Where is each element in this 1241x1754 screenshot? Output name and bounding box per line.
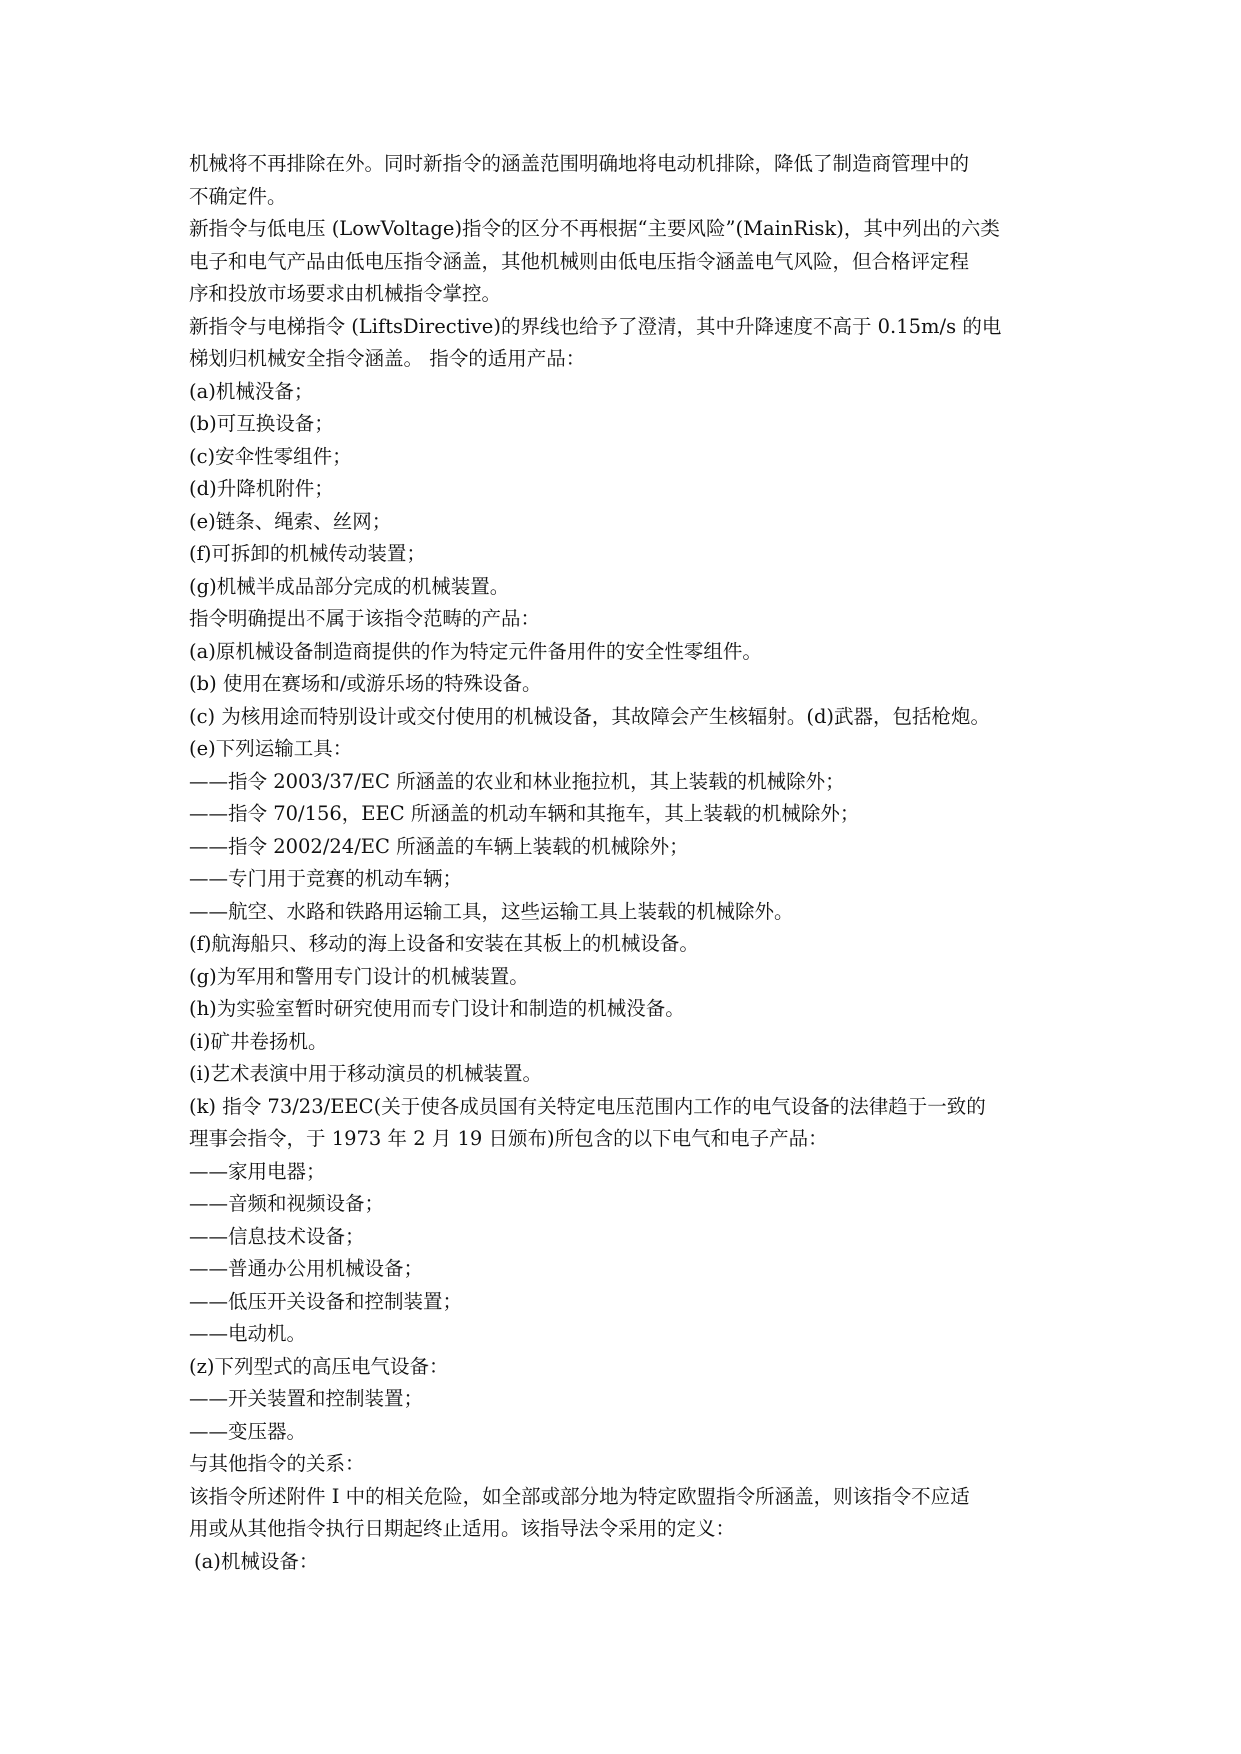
list-item: (i)矿井卷扬机。 [189,1029,328,1053]
list-item: (e)下列运输工具： [189,737,353,760]
dash-item: ——普通办公用机械设备； [189,1257,424,1280]
list-item: (a)原机械设备制造商提供的作为特定元件备用件的安全性零组件。 [189,639,762,663]
list-item: (a)机械没备； [189,379,314,403]
text-line: 电子和电气产品由低电压指令涵盖，其他机械则由低电压指令涵盖电气风险，但合格评定程 [189,249,970,273]
text-line: 理事会指令，于 1973 年 2 月 19 日颁布)所包含的以下电气和电子产品： [189,1127,828,1150]
text-line: 该指令所述附件 I 中的相关危险，如全部或部分地为特定欧盟指令所涵盖，则该指令不应适 [189,1484,970,1508]
document-page [189,148,1059,1578]
list-item: (i)艺术表演中用于移动演员的机械装置。 [189,1062,542,1085]
list-item: (e)链条、绳索、丝网； [189,509,392,533]
dash-item: ——指令 2002/24/EC 所涵盖的车辆上装载的机械除外； [189,834,689,858]
list-item: (b)可互换设备； [189,412,334,435]
dash-item: ——低压开关设备和控制装置； [189,1289,463,1313]
list-item: (k) 指令 73/23/EEC(关于使各成员国有关特定电压范围内工作的电气设备的法律趋于一致的 [189,1094,986,1118]
dash-item: ——变压器。 [189,1419,307,1443]
list-item: (b) 使用在赛场和/或游乐场的特殊设备。 [189,672,542,695]
text-line: 新指令与电梯指令 (LiftsDirective)的界线也给予了澄清，其中升降速度不高于 0.15m/s 的电 [189,314,1002,338]
dash-item: ——指令 2003/37/EC 所涵盖的农业和林业拖拉机，其上装载的机械除外； [189,769,845,793]
list-item: (h)为实验室暂时研究使用而专门设计和制造的机械没备。 [189,997,685,1020]
dash-item: ——电动机。 [189,1322,307,1345]
list-item: (g)为军用和警用专门设计的机械装置。 [189,964,529,988]
dash-item: ——航空、水路和铁路用运输工具，这些运输工具上装载的机械除外。 [189,899,794,923]
text-line: 新指令与低电压 (LowVoltage)指令的区分不再根据“主要风险”(MainRisk)，其中列出的六类 [189,217,1000,240]
text-line: 机械将不再排除在外。同时新指令的涵盖范围明确地将电动机排除，降低了制造商管理中的 [189,152,970,175]
list-item: (c)安伞性零组件； [189,444,352,468]
list-item: (d)升降机附件； [189,477,334,500]
dash-item: ——音频和视频设备； [189,1192,385,1215]
text-line: 指令明确提出不属于该指令范畴的产品： [189,607,541,630]
dash-item: ——指令 70/156，EEC 所涵盖的机动车辆和其拖车，其上装载的机械除外； [189,802,860,825]
list-item: (f)航海船只、移动的海上设备和安装在其板上的机械设备。 [189,932,699,955]
dash-item: ——专门用于竞赛的机动车辆； [189,867,463,890]
list-item: (f)可拆卸的机械传动装置； [189,542,426,565]
list-item: (a)机械设备： [194,1549,319,1573]
text-line: 与其他指令的关系： [189,1452,365,1475]
text-line: 用或从其他指令执行日期起终止适用。该指导法令采用的定义： [189,1517,736,1540]
list-item: (z)下列型式的高压电气设备： [189,1354,449,1378]
list-item: (g)机械半成品部分完成的机械装置。 [189,574,510,598]
text-line: 序和投放市场要求由机械指令掌控。 [189,282,502,305]
dash-item: ——开关装置和控制装置； [189,1387,424,1410]
text-line: 不确定件。 [189,184,287,208]
text-line: 梯划归机械安全指令涵盖。 指令的适用产品： [189,347,586,370]
list-item: (c) 为核用途而特别设计或交付使用的机械设备，其故障会产生核辐射。(d)武器，包括枪炮。 [189,704,991,728]
dash-item: ——家用电器； [189,1159,326,1183]
dash-item: ——信息技术设备； [189,1224,365,1248]
